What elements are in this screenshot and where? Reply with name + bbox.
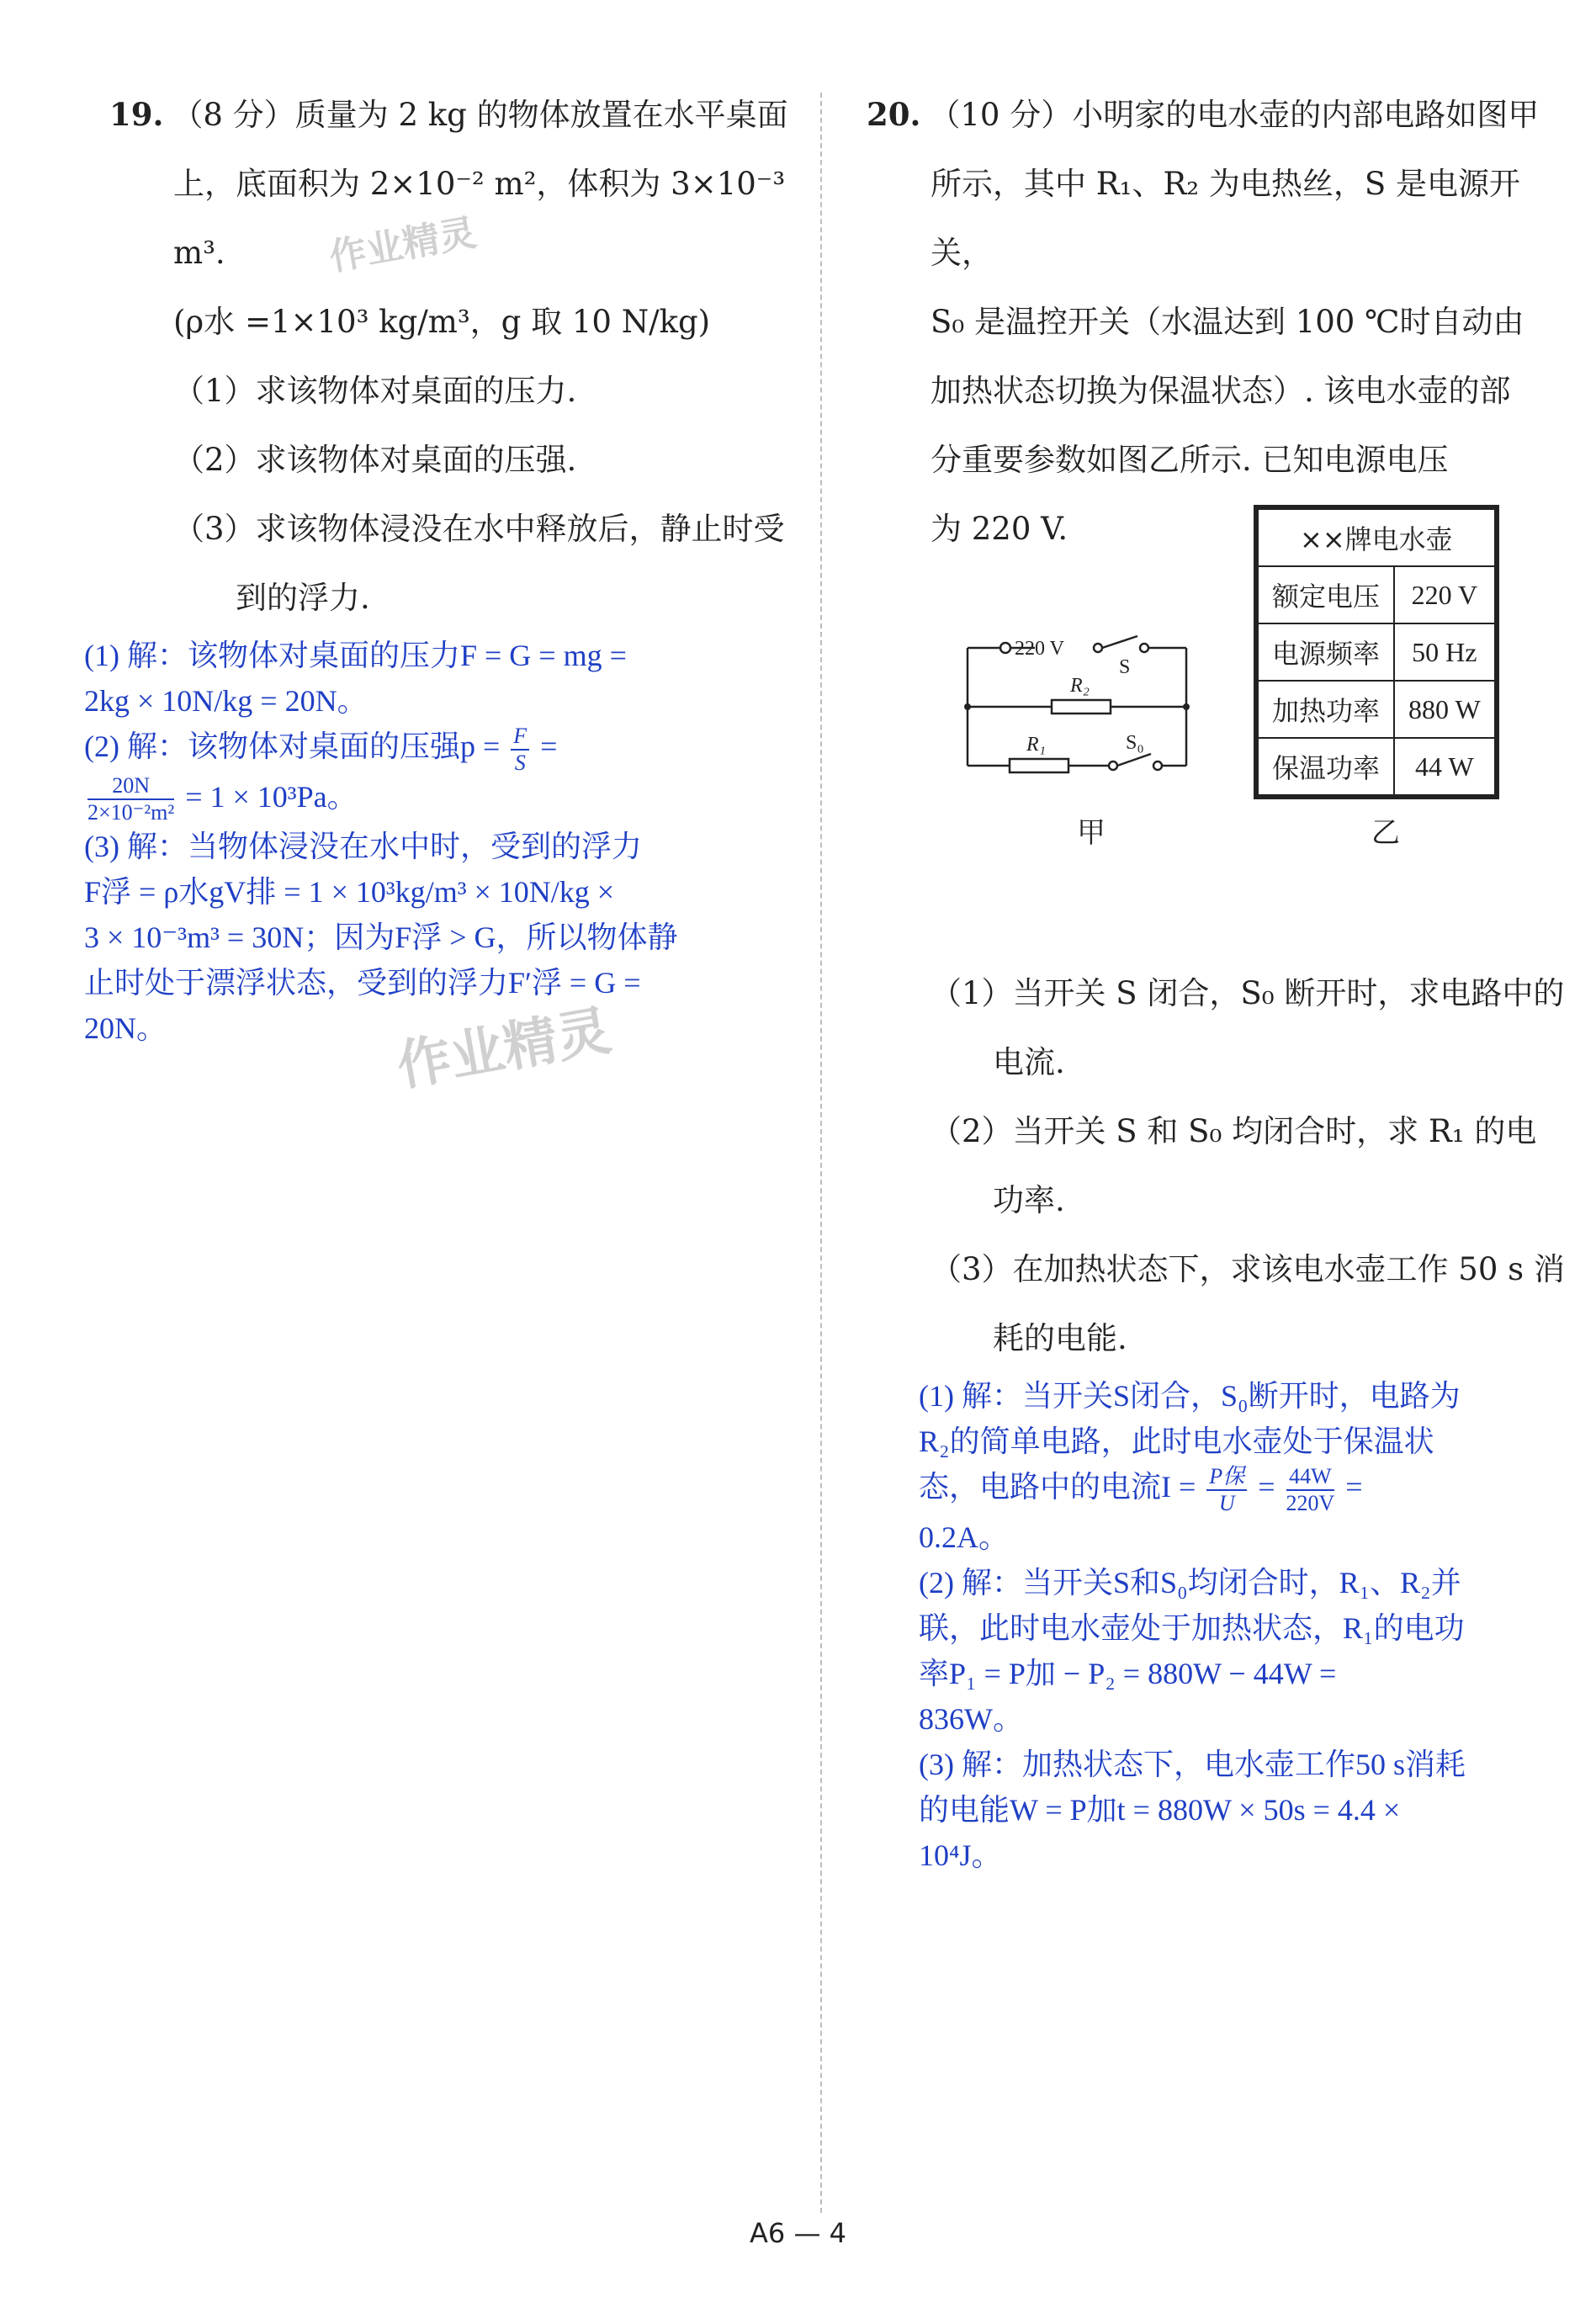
q20-sol-1b: R₂的简单电路，此时电水壶处于保温状 [919,1424,1434,1458]
q20-sub-3: （3）在加热状态下，求该电水壶工作 50 s 消 [931,1251,1565,1287]
table-row [1258,566,1495,623]
q20-sol-fraction-p-over-u [1206,1463,1247,1515]
q19-sub-2: （2）求该物体对桌面的压强. [173,442,577,478]
circuit-switch-s-label: S [1119,656,1131,678]
q20-sol-1c-text: 态，电路中的电流I = [919,1470,1196,1504]
spec-label: 电源频率 [1258,623,1394,681]
spec-table-grid [1257,508,1496,796]
frac-num: P保 [1206,1466,1247,1491]
q20-head [867,80,1565,150]
q20-head-text: （10 分）小明家的电水壶的内部电路如图甲 [929,97,1540,133]
circuit-diagram [959,631,1296,774]
q20-sol-1a: (1) 解：当开关S闭合，S₀断开时，电路为 [919,1379,1461,1413]
spec-label: 额定电压 [1258,566,1394,623]
circuit-r2-label: R₂ [1070,675,1090,697]
q19-sol-3-line: 3 × 10⁻³m³ = 30N；因为F浮 > G，所以物体静 [84,920,678,955]
q19-line-2: (ρ水 =1×10³ kg/m³，g 取 10 N/kg) [173,304,711,340]
q19-sol-3-line: (3) 解：当物体浸没在水中时，受到的浮力 [84,830,642,864]
frac-den: 220V [1286,1490,1335,1515]
q20-line: 加热状态切换为保温状态）. 该电水壶的部 [931,373,1511,409]
q19-sol-2b-rest: = 1 × 10³Pa。 [185,779,358,814]
page-number: A6 — 4 [750,2217,846,2249]
equals-sign: = [1345,1470,1363,1504]
q20-sol-1d: 0.2A。 [919,1520,1009,1554]
equals-sign: = [1258,1470,1275,1504]
q19-sub-3-cont: 到的浮力. [236,580,370,616]
spec-table-title: ××牌电水壶 [1258,509,1495,566]
frac-den: U [1218,1490,1235,1515]
table-row [1258,623,1495,681]
q20-line: 分重要参数如图乙所示. 已知电源电压 [931,442,1449,478]
q19-sol-3-line: 20N。 [84,1011,167,1046]
q20-sol-fraction-44w [1286,1463,1335,1515]
frac-num: 20N [87,775,174,800]
frac-den: 2×10⁻²m² [87,800,175,825]
q19-sol-2a-eq: = [540,729,558,763]
q19-sol-1a: (1) 解：该物体对桌面的压力F = G = mg = [84,639,627,672]
q19-line-1: 上，底面积为 2×10⁻² m²，体积为 3×10⁻³ m³. [173,166,786,271]
table-row [1258,738,1495,795]
q19-solution [84,633,808,1051]
q19-sub-1: （1）求该物体对桌面的压力. [173,373,577,409]
q19-sub-3: （3）求该物体浸没在水中释放后，静止时受 [173,511,785,547]
q20-sub-2: （2）当开关 S 和 S₀ 均闭合时，求 R₁ 的电 [931,1113,1537,1149]
spec-label: 加热功率 [1258,681,1394,738]
q20-solution [919,1373,1565,1878]
spec-value: 50 Hz [1394,623,1495,681]
q20-sol-2-line: 836W。 [919,1701,1023,1736]
q20-sol-2-line: (2) 解：当开关S和S₀均闭合时，R₁、R₂并 [919,1565,1461,1599]
circuit-voltage-label: 220 V [1015,638,1064,660]
q20-sol-3-line: (3) 解：加热状态下，电水壶工作50 s消耗 [919,1747,1466,1781]
q20-sol-3-line: 10⁴J。 [919,1838,1002,1872]
table-row [1258,681,1495,738]
q20-line: 所示，其中 R₁、R₂ 为电热丝，S 是电源开关， [931,166,1521,271]
q20-sub-1: （1）当开关 S 闭合，S₀ 断开时，求电路中的 [931,975,1565,1011]
q20-figure [934,505,1556,858]
watermark-logo: 作业精灵 [326,211,480,279]
question-20 [867,80,1565,1878]
frac-num: F [511,725,529,751]
q19-sol-fraction-f-over-s [511,725,529,774]
figure-caption-jia: 甲 [1077,816,1106,850]
q19-sol-2b [84,774,808,825]
q20-number: 20. [867,96,921,133]
q19-sol-1b: 2kg × 10N/kg = 20N。 [84,684,368,718]
q19-head [109,80,808,150]
spec-label: 保温功率 [1258,738,1394,795]
q20-line: S₀ 是温控开关（水温达到 100 ℃时自动由 [931,304,1524,340]
q20-line: 为 220 V. [931,511,1068,547]
q19-sol-2a-text: (2) 解：该物体对桌面的压强p = [84,729,501,763]
spec-value: 880 W [1394,681,1495,738]
q19-sol-2a [84,724,808,774]
q19-sol-3-line: 止时处于漂浮状态，受到的浮力F′浮 = G = [84,966,641,1000]
q19-head-text: （8 分）质量为 2 kg 的物体放置在水平桌面 [172,97,788,133]
q20-sub-2-cont: 功率. [993,1182,1065,1218]
q20-sub-1-cont: 电流. [993,1044,1065,1080]
frac-num: 44W [1286,1466,1335,1491]
q20-sol-1c [919,1464,1565,1515]
spec-value: 44 W [1394,738,1495,795]
circuit-switch-s0-label: S₀ [1126,732,1144,754]
q19-sol-fraction-20n [87,775,174,824]
spec-value: 220 V [1394,566,1495,623]
q20-sol-2-line: 联，此时电水壶处于加热状态，R₁的电功 [919,1610,1465,1645]
column-divider [820,93,822,2213]
spec-table [1254,505,1499,799]
frac-den: S [514,750,526,775]
q20-sol-2-line: 率P₁ = P加 − P₂ = 880W − 44W = [919,1656,1337,1690]
watermark-logo: 作业精灵 [392,1000,616,1099]
q20-sub-3-cont: 耗的电能. [993,1320,1127,1356]
circuit-r1-label: R₁ [1026,734,1047,756]
q19-sol-3-line: F浮 = ρ水gV排 = 1 × 10³kg/m³ × 10N/kg × [84,875,615,910]
q20-sol-3-line: 的电能W = P加t = 880W × 50s = 4.4 × [919,1792,1401,1827]
q19-number: 19. [109,96,164,133]
figure-caption-yi: 乙 [1371,816,1400,850]
